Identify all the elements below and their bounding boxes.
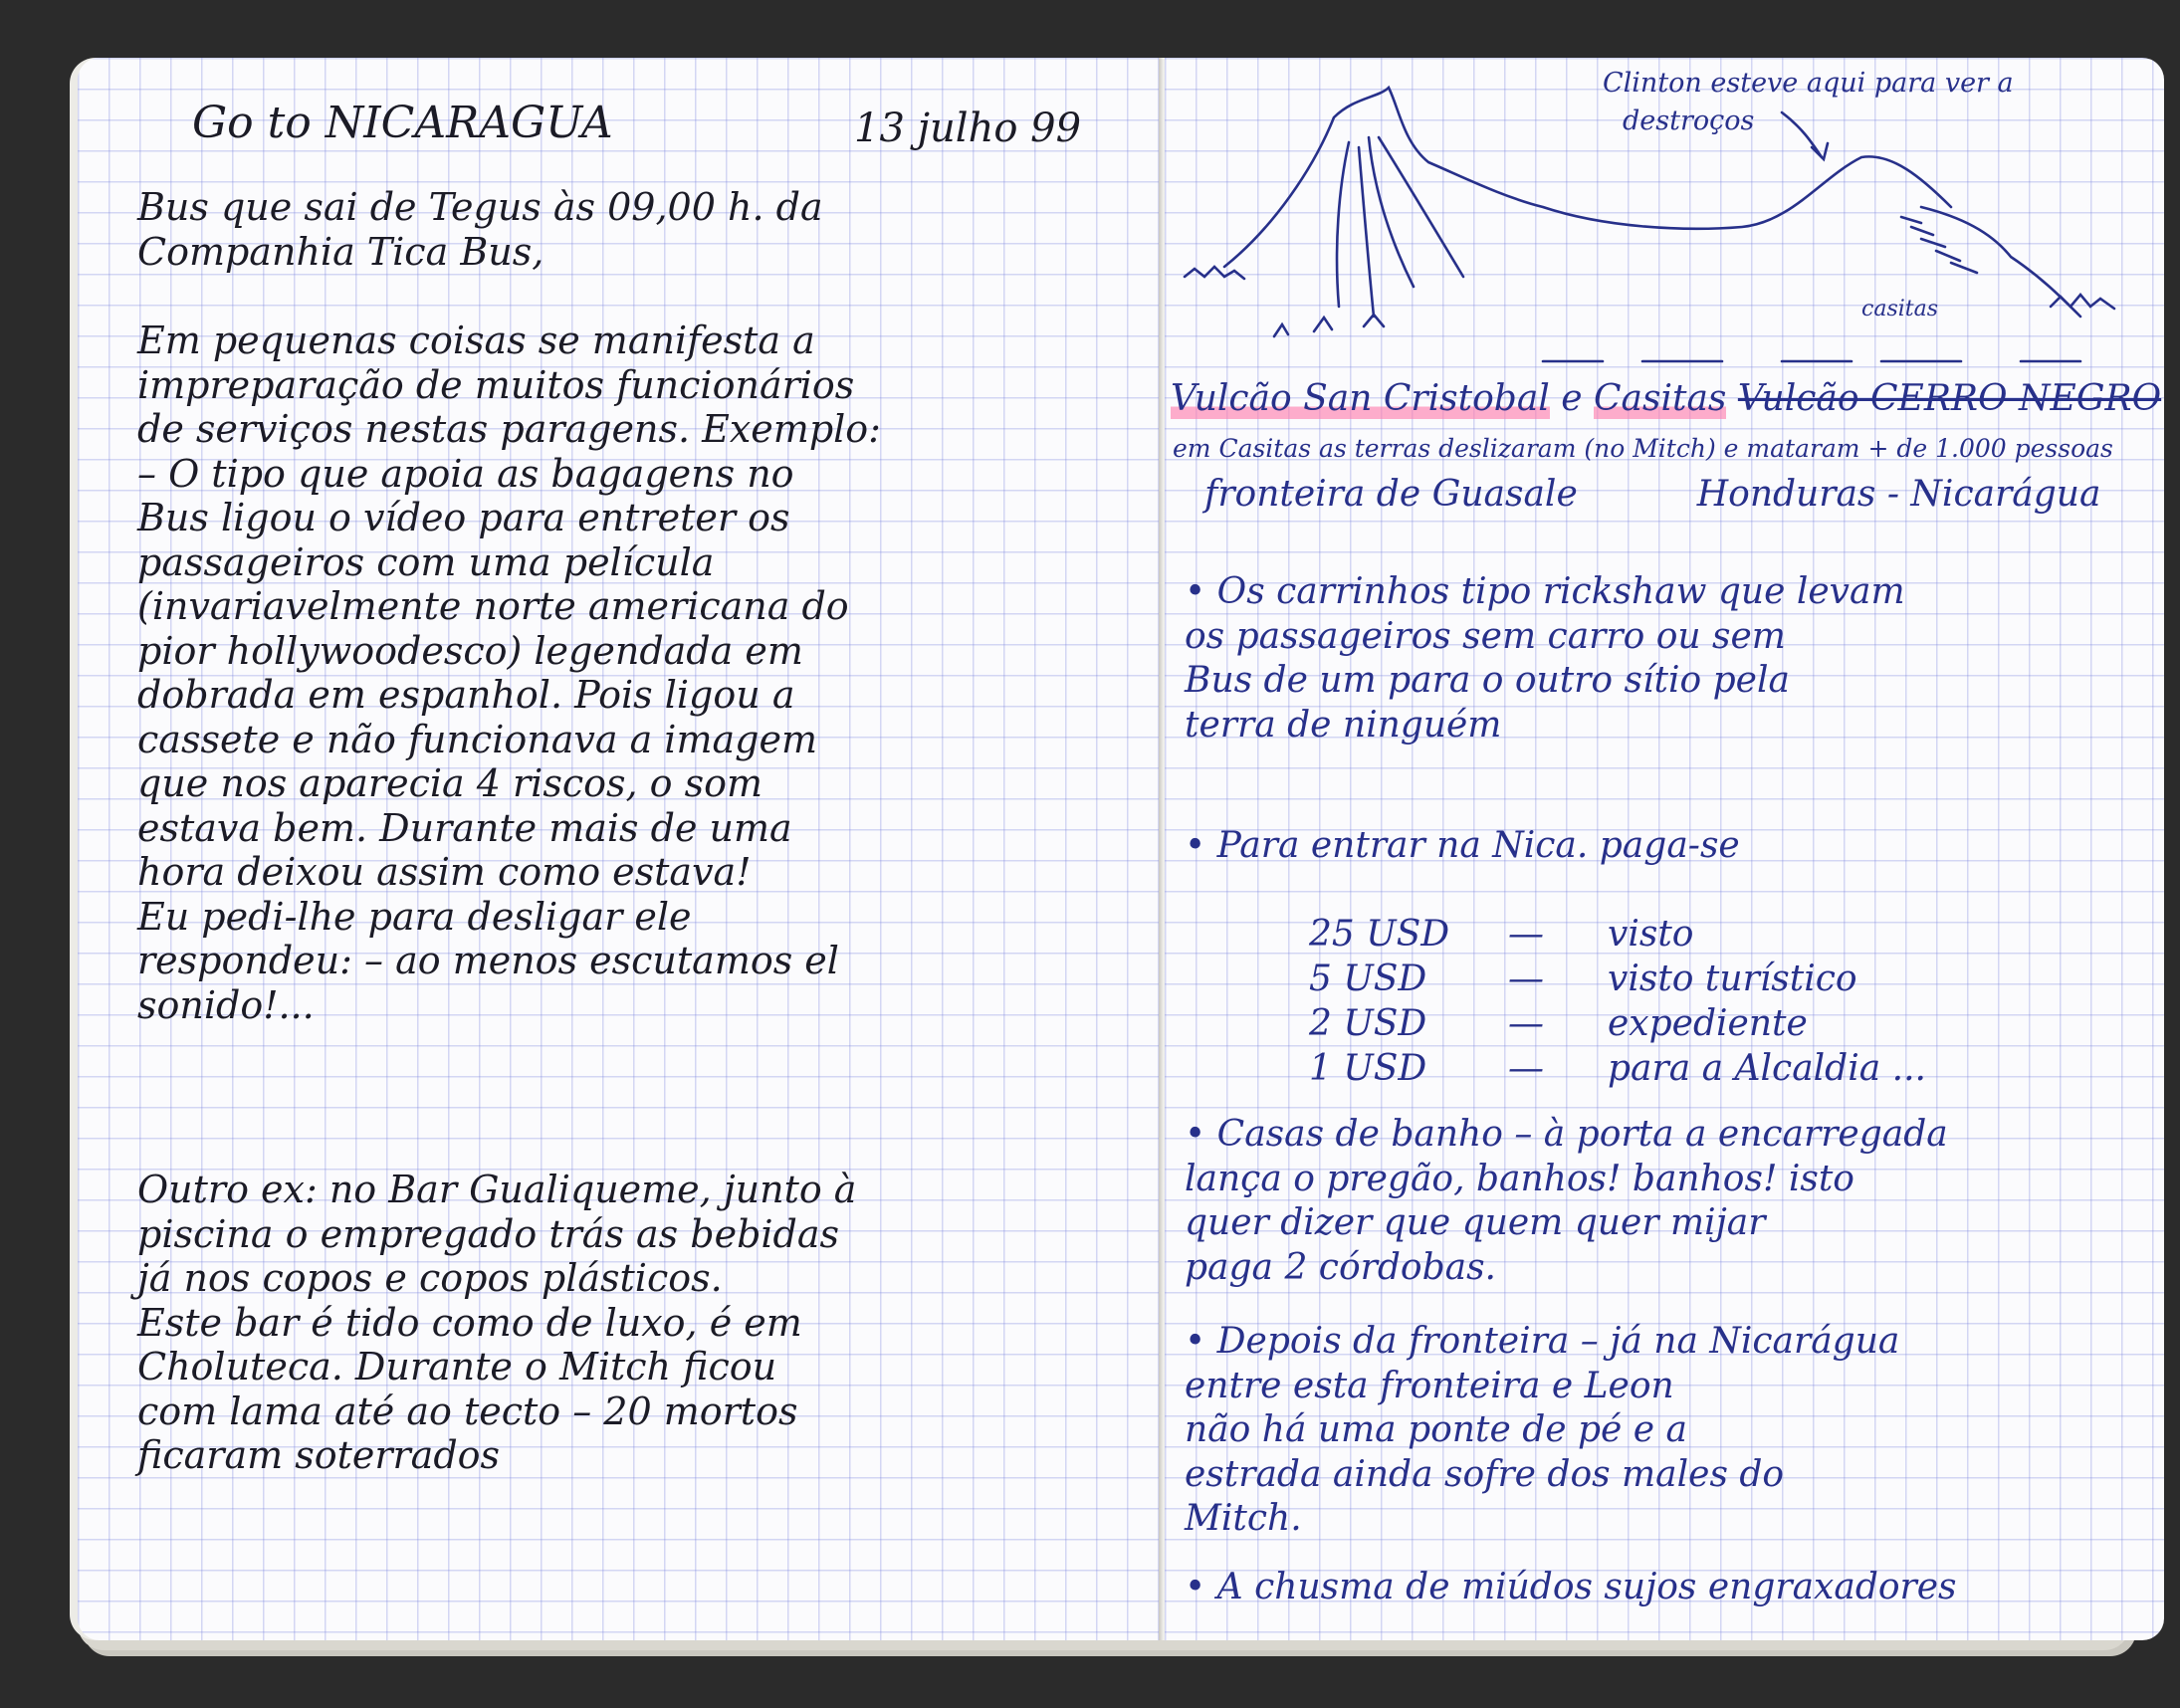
notebook-spread [70, 58, 2162, 1640]
border-countries: Honduras - Nicarágua [1696, 474, 2101, 515]
fee-item: para a Alcaldia ... [1608, 1048, 1926, 1089]
fee-row [1309, 957, 1926, 1001]
fee-row [1309, 912, 1926, 957]
title-text: Go to NICARAGUA [192, 98, 613, 148]
fee-amount: 1 USD [1309, 1048, 1427, 1089]
page-title [192, 98, 613, 148]
paragraph-bar: Outro ex: no Bar Gualiqueme, junto à piscina o empregado trás as bebidas já nos copos e copos plásticos. Este bar é tido como de luxo, é em Choluteca. Durante o Mitch ficou com lama até ao tecto – 20 mortos ficaram soterrados [137, 1168, 857, 1477]
border-line [1204, 474, 2100, 515]
bullet-shoeshine: • A chusma de miúdos sujos engraxadores [1185, 1567, 1957, 1607]
fee-dash: — [1508, 914, 1544, 955]
paragraph-bus: Bus que sai de Tegus às 09,00 h. da Companhia Tica Bus, [137, 185, 823, 274]
entry-date: 13 julho 99 [854, 106, 1082, 151]
caption-struck-word: Vulcão [1737, 378, 1859, 419]
right-page [1165, 58, 2164, 1640]
clinton-annotation: Clinton esteve aqui para ver a [1603, 68, 2014, 99]
fee-item: visto turístico [1608, 959, 1857, 999]
destrocos-annotation: destroços [1623, 106, 1755, 136]
caption-cerro-negro: CERRO NEGRO [1858, 378, 2162, 419]
fee-item: expediente [1608, 1003, 1808, 1044]
casitas-note: em Casitas as terras deslizaram (no Mitch) e mataram + de 1.000 pessoas [1173, 434, 2113, 463]
sketch-caption [1171, 378, 2161, 419]
fee-row [1309, 1001, 1926, 1046]
bullet-road: • Depois da fronteira – já na Nicarágua entre esta fronteira e Leon não há uma ponte de pé e a estrada ainda sofre dos males do Mitch. [1185, 1321, 1900, 1539]
fee-list [1309, 912, 1926, 1091]
bullet-bathrooms: • Casas de banho – à porta a encarregada lança o pregão, banhos! banhos! isto quer dizer que quem quer mijar paga 2 córdobas. [1185, 1114, 1948, 1288]
left-page [78, 58, 1163, 1640]
bullet-rickshaw: • Os carrinhos tipo rickshaw que levam os passageiros sem carro ou sem Bus de um para o outro sítio pela terra de ninguém [1185, 571, 1905, 746]
fee-item: visto [1608, 914, 1694, 955]
caption-conj: e [1549, 378, 1594, 419]
fee-row [1309, 1046, 1926, 1091]
bullet-entry-fee: • Para entrar na Nica. paga-se [1185, 825, 1740, 866]
fee-dash: — [1508, 1003, 1544, 1044]
fee-dash: — [1508, 1048, 1544, 1089]
caption-casitas: Casitas [1594, 378, 1727, 419]
fee-amount: 25 USD [1309, 914, 1450, 955]
fee-amount: 2 USD [1309, 1003, 1427, 1044]
border-guasale: fronteira de Guasale [1204, 474, 1578, 515]
paragraph-video: Em pequenas coisas se manifesta a impreparação de muitos funcionários de serviços nestas paragens. Exemplo: – O tipo que apoia as bagagens no Bus ligou o vídeo para entreter os passageiros com uma película (invariavelmente norte americana do pior hollywoodesco) legendada em dobrada em espanhol. Pois ligou a cassete e não funcionava a imagem que nos aparecia 4 riscos, o som estava bem. Durante mais de uma hora deixou assim como estava! Eu pedi-lhe para desligar ele respondeu: – ao menos escutamos el sonido!... [137, 319, 881, 1027]
fee-amount: 5 USD [1309, 959, 1427, 999]
fee-dash: — [1508, 959, 1544, 999]
sketch-label-casitas: casitas [1861, 297, 1939, 321]
caption-san-cristobal: Vulcão San Cristobal [1171, 378, 1550, 419]
